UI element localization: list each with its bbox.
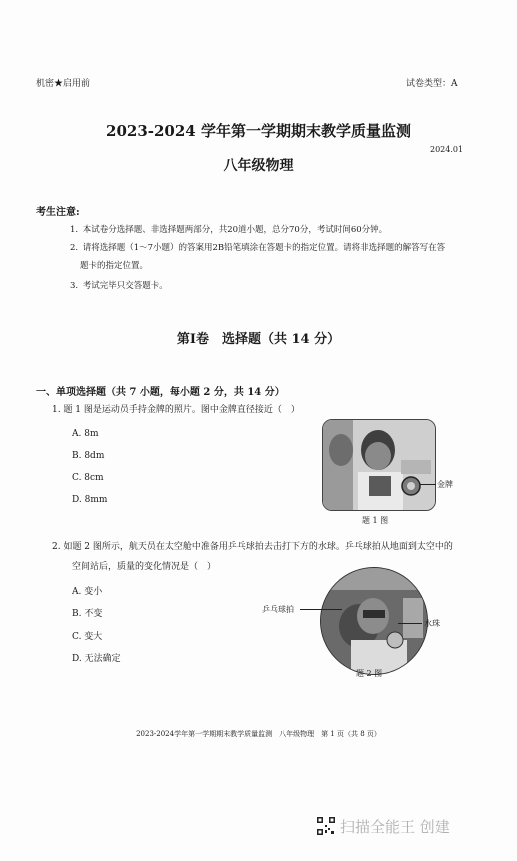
part-heading: 一、单项选择题（共 7 小题，每小题 2 分，共 14 分） bbox=[36, 387, 285, 398]
q2-option-d: D. 无法确定 bbox=[72, 654, 121, 664]
medal-label-line bbox=[420, 484, 436, 485]
exam-title: 2023-2024 学年第一学期期末教学质量监测 bbox=[106, 122, 411, 140]
q2-option-a: A. 变小 bbox=[72, 587, 103, 597]
water-drop-label: 水珠 bbox=[424, 619, 440, 628]
notice-item bbox=[70, 240, 480, 256]
medal-label: 金牌 bbox=[437, 480, 453, 489]
q2-option-b: B. 不变 bbox=[72, 609, 103, 619]
notice-item-text: 题卡的指定位置。 bbox=[80, 261, 149, 271]
notice-item-number: 1. bbox=[70, 225, 79, 235]
notice-item bbox=[80, 258, 490, 274]
notice-item-text: 考试完毕只交答题卡。 bbox=[82, 281, 168, 291]
notice-item-text: 本试卷分选择题、非选择题两部分，共20道小题，总分70分，考试时间60分钟。 bbox=[82, 225, 388, 235]
figure-1-caption: 题 1 图 bbox=[362, 516, 389, 525]
q1-option-a: A. 8m bbox=[72, 429, 99, 439]
notice-item bbox=[70, 278, 480, 294]
qr-code-icon bbox=[316, 816, 336, 836]
page-footer: 2023-2024学年第一学期期末教学质量监测 八年级物理 第 1 页（共 8 页） bbox=[136, 730, 381, 738]
notice-item-text: 请将选择题（1～7小题）的答案用2B铅笔填涂在答题卡的指定位置。请将非选择题的解答写在答 bbox=[82, 243, 446, 253]
question-1-stem: 1. 题 1 图是运动员手持金牌的照片。图中金牌直径接近（ ） bbox=[52, 405, 300, 415]
paddle-label-line bbox=[300, 609, 342, 610]
notice-item-number: 2. bbox=[70, 243, 79, 253]
notice-item-number: 3. bbox=[70, 281, 79, 291]
exam-subject: 八年级物理 bbox=[223, 158, 294, 174]
exam-date: 2024.01 bbox=[430, 145, 464, 154]
q1-option-d: D. 8mm bbox=[72, 495, 108, 505]
section-title: 第Ⅰ卷 选择题（共 14 分） bbox=[176, 332, 341, 347]
paper-type: 试卷类型：A bbox=[406, 79, 458, 89]
water-label-line bbox=[398, 623, 422, 624]
figure-2-caption: 题 2 图 bbox=[356, 669, 383, 678]
question-2-stem-line1: 2. 如题 2 图所示，航天员在太空舱中准备用乒乓球拍去击打下方的水球。乒乓球拍从地面到太空中的 bbox=[52, 542, 453, 552]
athlete-photo bbox=[322, 419, 436, 511]
question-2-stem-line2: 空间站后，质量的变化情况是（ ） bbox=[72, 562, 217, 572]
confidential-mark: 机密★启用前 bbox=[36, 79, 91, 89]
q1-option-b: B. 8dm bbox=[72, 451, 105, 461]
q1-option-c: C. 8cm bbox=[72, 473, 104, 483]
paddle-label: 乒乓球拍 bbox=[262, 605, 294, 614]
scanner-watermark: 扫描全能王 创建 bbox=[340, 818, 450, 836]
notice-heading: 考生注意: bbox=[36, 207, 80, 218]
q2-option-c: C. 变大 bbox=[72, 632, 103, 642]
notice-item bbox=[70, 222, 480, 238]
astronaut-photo bbox=[320, 567, 428, 675]
